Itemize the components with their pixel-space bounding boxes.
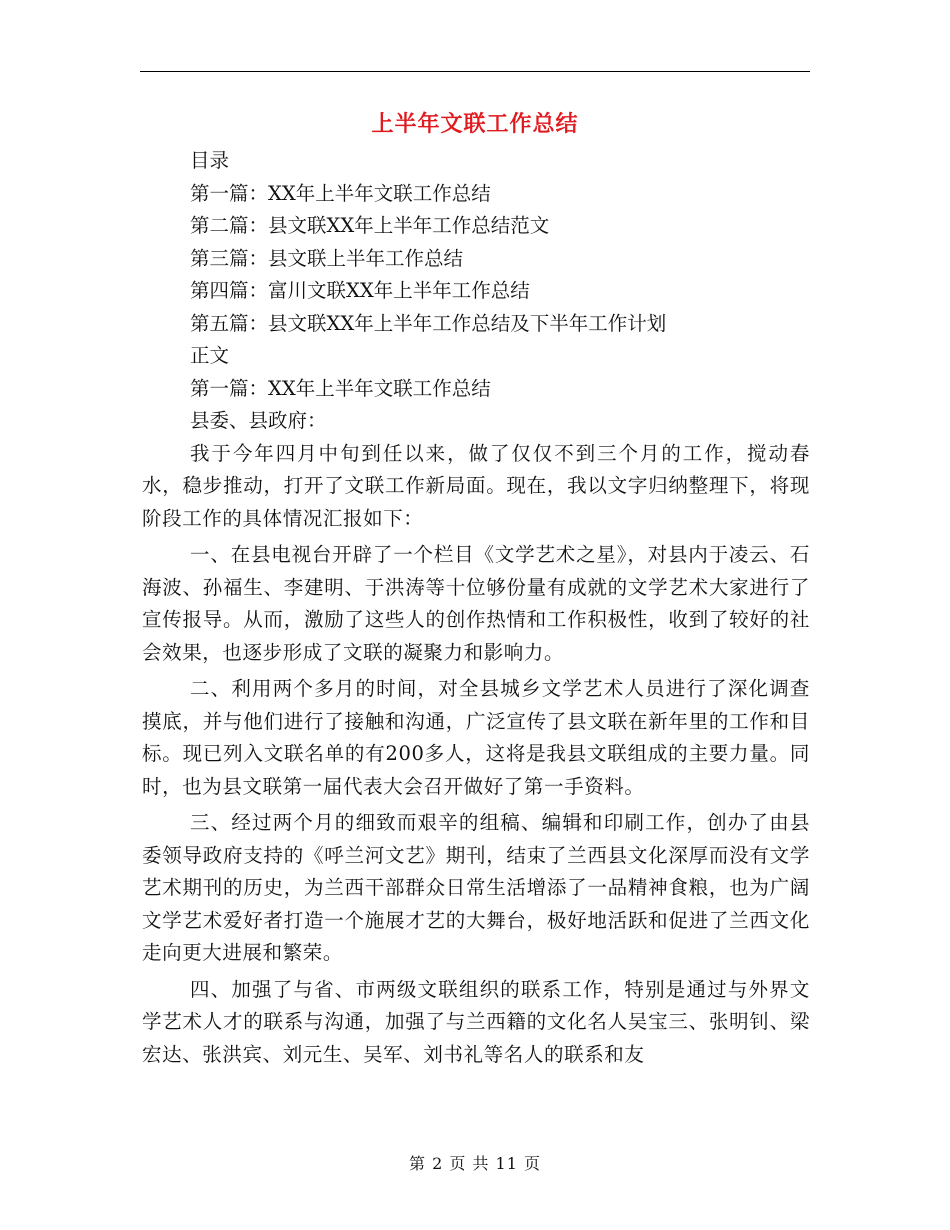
body-label: 正文 bbox=[190, 344, 230, 367]
toc-item: 第五篇：县文联XX年上半年工作总结及下半年工作计划 bbox=[190, 311, 667, 335]
paragraph: 二、利用两个多月的时间，对全县城乡文学艺术人员进行了深化调查摸底，并与他们进行了接触和沟通，广泛宣传了县文联在新年里的工作和目标。现已列入文联名单的有200多人，这将是我县文联组成的主要力量。同时，也为县文联第一届代表大会召开做好了第一手资料。 bbox=[142, 677, 810, 798]
header-rule bbox=[140, 71, 810, 72]
toc-item: 第三篇：县文联上半年工作总结 bbox=[190, 246, 464, 270]
paragraph: 我于今年四月中旬到任以来，做了仅仅不到三个月的工作，搅动春水，稳步推动，打开了文联工作新局面。现在，我以文字归纳整理下，将现阶段工作的具体情况汇报如下： bbox=[142, 441, 810, 530]
toc-label: 目录 bbox=[190, 149, 230, 172]
paragraph: 三、经过两个月的细致而艰辛的组稿、编辑和印刷工作，创办了由县委领导政府支持的《呼兰河文艺》期刊，结束了兰西县文化深厚而没有文学艺术期刊的历史，为兰西干部群众日常生活增添了一品精神食粮，也为广阔文学艺术爱好者打造一个施展才艺的大舞台，极好地活跃和促进了兰西文化走向更大进展和繁荣。 bbox=[142, 811, 810, 964]
salutation: 县委、县政府： bbox=[190, 409, 327, 432]
document-body bbox=[142, 145, 810, 1071]
toc-item: 第一篇：XX年上半年文联工作总结 bbox=[190, 181, 491, 205]
paragraph: 四、加强了与省、市两级文联组织的联系工作，特别是通过与外界文学艺术人才的联系与沟通，加强了与兰西籍的文化名人吴宝三、张明钊、梁宏达、张洪宾、刘元生、吴军、刘书礼等名人的联系和友 bbox=[142, 977, 810, 1066]
page-footer: 第 2 页 共 11 页 bbox=[409, 1154, 541, 1173]
document-title: 上半年文联工作总结 bbox=[371, 112, 579, 137]
toc-item: 第二篇：县文联XX年上半年工作总结范文 bbox=[190, 214, 550, 237]
toc-item: 第四篇：富川文联XX年上半年工作总结 bbox=[190, 279, 530, 302]
paragraph: 一、在县电视台开辟了一个栏目《文学艺术之星》，对县内于凌云、石海波、孙福生、李建明、于洪涛等十位够份量有成就的文学艺术大家进行了宣传报导。从而，激励了这些人的创作热情和工作积极性，收到了较好的社会效果，也逐步形成了文联的凝聚力和影响力。 bbox=[142, 543, 810, 664]
section-title: 第一篇：XX年上半年文联工作总结 bbox=[190, 376, 491, 400]
